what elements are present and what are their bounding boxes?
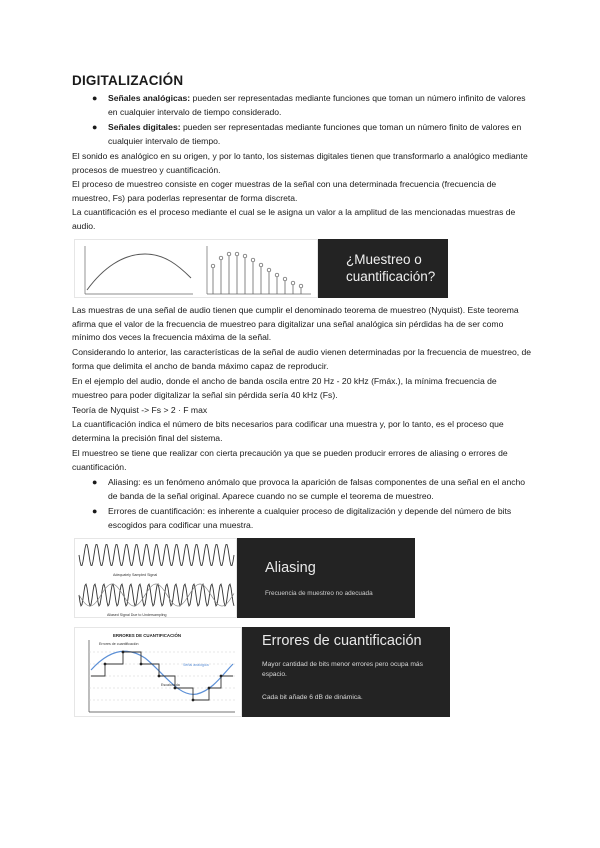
aliasing-subtext: Frecuencia de muestreo no adecuada xyxy=(265,590,373,597)
paragraph: Considerando lo anterior, las características de la señal de audio vienen determinadas por la frecuencia de muestreo, de forma que delimita el ancho de banda máximo capaz de reproducir. xyxy=(72,347,532,371)
quantization-diagram xyxy=(74,627,242,717)
caption-top: Adequately Sampled Signal xyxy=(113,573,158,577)
definition: pueden ser representadas mediante funciones que toman un número finito de valores en cualquier intervalo de tiempo. xyxy=(108,122,522,146)
paragraph: La cuantificación es el proceso mediante el cual se le asigna un valor a la amplitud de las mencionadas muestras de audio. xyxy=(72,207,516,231)
sampling-diagram xyxy=(74,239,318,298)
term: Señales digitales: xyxy=(108,122,181,132)
list-item xyxy=(92,121,532,148)
paragraph: La cuantificación indica el número de bits necesarios para codificar una muestra y, por lo tanto, es el proceso que determina la precisión final del sistema. xyxy=(72,419,504,443)
bullet-icon: ● xyxy=(92,93,98,103)
aliasing-panel xyxy=(237,538,415,618)
paragraph: En el ejemplo del audio, donde el ancho de banda oscila entre 20 Hz - 20 kHz (Fmáx.), la mínima frecuencia de muestreo para poder digitalizar la señal sin pérdida sería 40 kHz (Fs). xyxy=(72,376,497,400)
banner-muestreo: ¿Muestreo o cuantificación? xyxy=(318,239,448,298)
chart-title: ERRORES DE CUANTIFICACIÓN xyxy=(113,633,182,638)
bullet-icon: ● xyxy=(92,122,98,132)
label-samples: Escalonada xyxy=(161,683,180,687)
definition: pueden ser representadas mediante funciones que toman un número infinito de valores en cualquier intervalo de tiempo considerado. xyxy=(108,93,526,117)
paragraph: El sonido es analógico en su origen, y por lo tanto, los sistemas digitales tienen que transformarlo a analógico mediante procesos de muestreo y cuantificación. xyxy=(72,151,528,175)
quantization-line-1: Mayor cantidad de bits menor errores pero ocupa más espacio. xyxy=(262,661,423,678)
bullet-icon: ● xyxy=(92,506,98,516)
list-item xyxy=(92,92,532,119)
paragraph: El proceso de muestreo consiste en coger muestras de la señal con una determinada frecuencia (frecuencia de muestreo, Fs) para poderlas representar de forma discreta. xyxy=(72,179,497,203)
quantization-heading: Errores de cuantificación xyxy=(262,633,422,649)
term: Señales analógicas: xyxy=(108,93,191,103)
label-signal: Señal analógica xyxy=(183,663,209,667)
bullet-icon: ● xyxy=(92,477,98,487)
list-item xyxy=(92,505,532,532)
aliasing-diagram-svg xyxy=(75,539,237,618)
list-item xyxy=(92,476,532,503)
aliasing-diagram xyxy=(74,538,237,618)
quantization-line-2: Cada bit añade 6 dB de dinámica. xyxy=(262,694,363,701)
paragraph: El muestreo se tiene que realizar con cierta precaución ya que se pueden producir errores de aliasing o errores de cuantificación. xyxy=(72,448,508,472)
list-item-text: Errores de cuantificación: es inherente a cualquier proceso de digitalización y depende del número de bits escogidos para codificar una muestra. xyxy=(108,506,512,530)
list-item-text: Aliasing: es un fenómeno anómalo que provoca la aparición de falsas componentes de una señal en el ancho de banda de la señal original. Aparece cuando no se cumple el teorema de muestreo. xyxy=(108,477,526,501)
caption-bottom: Aliased Signal Due to Undersampling xyxy=(107,613,167,617)
paragraph: Las muestras de una señal de audio tienen que cumplir el denominado teorema de muestreo (Nyquist). Este teorema afirma que el valor de la frecuencia de muestreo para digitalizar una señal analógica sin pérdidas ha de ser como mínimo dos veces la frecuencia máxima de la señal. xyxy=(72,305,519,343)
label-errors: Errores de cuantificación xyxy=(99,642,139,646)
quantization-panel xyxy=(242,627,450,717)
sampling-diagram-svg xyxy=(75,240,318,298)
quantization-diagram-svg xyxy=(75,628,242,717)
paragraph: Teoría de Nyquist -> Fs > 2 · F max xyxy=(72,405,208,415)
aliasing-heading: Aliasing xyxy=(265,560,316,576)
page-title: DIGITALIZACIÓN xyxy=(72,73,184,88)
